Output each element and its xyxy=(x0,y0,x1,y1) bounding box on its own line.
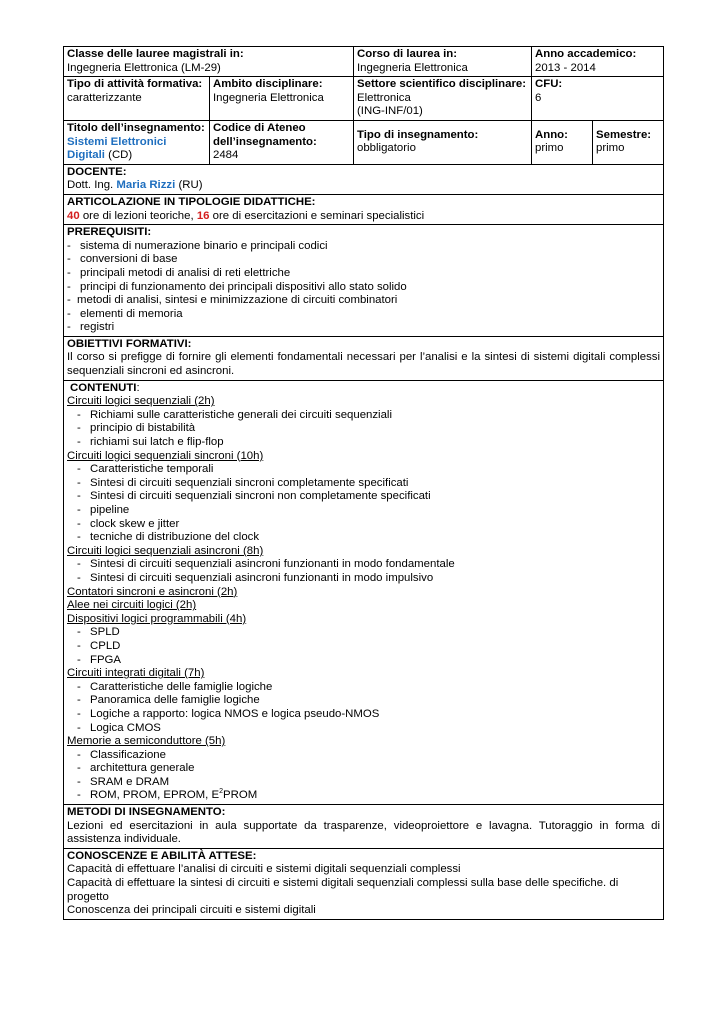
codice-cell xyxy=(210,120,354,164)
docente-label: DOCENTE: xyxy=(67,165,127,178)
header-row-3 xyxy=(64,120,664,164)
semestre-value: primo xyxy=(596,142,625,155)
cfu-value: 6 xyxy=(535,91,542,104)
metodi-label: METODI DI INSEGNAMENTO: xyxy=(67,806,226,819)
corso-value: Ingegneria Elettronica xyxy=(357,61,468,74)
list-item: - Caratteristiche delle famiglie logiche xyxy=(77,680,273,693)
section-list xyxy=(67,558,660,585)
section-list xyxy=(67,409,660,450)
course-sheet xyxy=(63,46,663,920)
list-item: - Logiche a rapporto: logica NMOS e logica pseudo-NMOS xyxy=(77,707,380,720)
conoscenze-line: Capacità di effettuare l’analisi di circuiti e sistemi digitali sequenziali complessi xyxy=(67,863,461,876)
section-title: Circuiti logici sequenziali sincroni (10h) xyxy=(67,449,264,462)
codice-value: 2484 xyxy=(213,149,239,162)
section-list xyxy=(67,681,660,735)
tipo-attivita-label: Tipo di attività formativa: xyxy=(67,78,203,91)
obiettivi-row xyxy=(64,336,664,380)
semestre-cell xyxy=(593,120,664,164)
list-item: - architettura generale xyxy=(77,762,195,775)
metodi-row xyxy=(64,805,664,849)
list-item: - Panoramica delle famiglie logiche xyxy=(77,694,260,707)
list-item: - sistema di numerazione binario e principali codici xyxy=(67,239,328,252)
anno-accademico-value: 2013 - 2014 xyxy=(535,61,596,74)
anno-cell xyxy=(532,120,593,164)
header-row-1 xyxy=(64,47,664,77)
section-title: Alee nei circuiti logici (2h) xyxy=(67,599,197,612)
list-item: - SRAM e DRAM xyxy=(77,775,170,788)
list-item: - Caratteristiche temporali xyxy=(77,463,214,476)
docente-cell xyxy=(64,164,664,194)
contenuti-label: CONTENUTI xyxy=(70,381,137,394)
section-title: Circuiti logici sequenziali asincroni (8h) xyxy=(67,544,264,557)
ore-esercitazioni-text: ore di esercitazioni e seminari specialistici xyxy=(212,209,425,222)
list-item: - elementi di memoria xyxy=(67,307,183,320)
list-item: - clock skew e jitter xyxy=(77,517,180,530)
list-item: - Sintesi di circuiti sequenziali sincroni non completamente specificati xyxy=(77,490,431,503)
list-item: - Sintesi di circuiti sequenziali asincroni funzionanti in modo fondamentale xyxy=(77,558,455,571)
list-item: - Logica CMOS xyxy=(77,721,161,734)
articolazione-row xyxy=(64,194,664,224)
obiettivi-cell xyxy=(64,336,664,380)
ambito-label: Ambito disciplinare: xyxy=(213,78,323,91)
classe-value: Ingegneria Elettronica (LM-29) xyxy=(67,61,221,74)
settore-cell xyxy=(354,77,532,121)
titolo-suffix: (CD) xyxy=(108,149,133,162)
titolo-value: Sistemi Elettronici Digitali xyxy=(67,135,167,162)
list-item: - richiami sui latch e flip-flop xyxy=(77,436,224,449)
tipo-insegnamento-label: Tipo di insegnamento: xyxy=(357,128,479,141)
metodi-cell xyxy=(64,805,664,849)
docente-row xyxy=(64,164,664,194)
conoscenze-row xyxy=(64,848,664,919)
list-item: - registri xyxy=(67,321,115,334)
settore-value: (ING-INF/01) xyxy=(357,105,423,118)
corso-label: Corso di laurea in: xyxy=(357,48,458,60)
list-item: - ROM, PROM, EPROM, $E^2PROM$ xyxy=(77,788,258,802)
contenuti-row xyxy=(64,380,664,804)
list-item: - Sintesi di circuiti sequenziali asincroni funzionanti in modo impulsivo xyxy=(77,571,434,584)
metodi-text: Lezioni ed esercitazioni in aula supportate da trasparenze, videoproiettore e lavagna. Tutoraggio in forma di assistenza individuale. xyxy=(67,819,661,846)
classe-cell xyxy=(64,47,354,77)
list-item: - Classificazione xyxy=(77,748,166,761)
ore-teoriche: 40 xyxy=(67,209,80,222)
prerequisiti-row xyxy=(64,225,664,337)
settore-label: Settore scientifico disciplinare: xyxy=(357,78,527,91)
ore-teoriche-text: ore di lezioni teoriche, xyxy=(82,209,194,222)
docente-suffix: (RU) xyxy=(178,179,203,192)
section-title: Memorie a semiconduttore (5h) xyxy=(67,735,226,748)
titolo-label: Titolo dell’insegnamento: xyxy=(67,121,205,134)
anno-label: Anno: xyxy=(535,128,568,141)
semestre-label: Semestre: xyxy=(596,128,652,141)
list-item: - FPGA xyxy=(77,653,122,666)
contenuti-colon: : xyxy=(136,381,140,394)
settore-value-inline: Elettronica xyxy=(357,91,411,104)
anno-accademico-cell xyxy=(532,47,664,77)
prerequisiti-label: PREREQUISITI: xyxy=(67,226,152,239)
conoscenze-line: Conoscenza dei principali circuiti e sistemi digitali xyxy=(67,904,316,917)
list-item: - Sintesi di circuiti sequenziali sincroni completamente specificati xyxy=(77,476,409,489)
contenuti-cell xyxy=(64,380,664,804)
conoscenze-cell xyxy=(64,848,664,919)
cfu-label: CFU: xyxy=(535,78,563,91)
classe-label: Classe delle lauree magistrali in: xyxy=(67,48,244,60)
anno-accademico-label: Anno accademico: xyxy=(535,48,637,60)
codice-label: Codice di Ateneo dell’insegnamento: xyxy=(213,121,317,148)
tipo-insegnamento-cell xyxy=(354,120,532,164)
list-item: - principi di funzionamento dei principali dispositivi allo stato solido xyxy=(67,280,407,293)
section-list xyxy=(67,463,660,545)
ore-esercitazioni: 16 xyxy=(196,209,210,222)
section-title: Circuiti logici sequenziali (2h) xyxy=(67,395,215,408)
course-table xyxy=(63,46,664,920)
list-item: - SPLD xyxy=(77,626,120,639)
articolazione-cell xyxy=(64,194,664,224)
conoscenze-line: Capacità di effettuare la sintesi di circuiti e sistemi digitali sequenziali complessi sulla base delle specifiche. di progetto xyxy=(67,877,619,903)
obiettivi-label: OBIETTIVI FORMATIVI: xyxy=(67,337,192,350)
articolazione-label: ARTICOLAZIONE IN TIPOLOGIE DIDATTICHE: xyxy=(67,195,316,208)
anno-value: primo xyxy=(535,142,564,155)
section-title: Dispositivi logici programmabili (4h) xyxy=(67,612,247,625)
cfu-cell xyxy=(532,77,664,121)
section-title: Circuiti integrati digitali (7h) xyxy=(67,667,205,680)
list-item: - Richiami sulle caratteristiche generali dei circuiti sequenziali xyxy=(77,408,392,421)
list-item: - principio di bistabilità xyxy=(77,422,196,435)
prerequisiti-list xyxy=(67,240,660,335)
ambito-value: Ingegneria Elettronica xyxy=(213,91,324,104)
tipo-attivita-cell xyxy=(64,77,210,121)
list-item: - pipeline xyxy=(77,504,130,516)
docente-prefix: Dott. Ing. xyxy=(67,179,114,192)
obiettivi-text: Il corso si prefigge di fornire gli elementi fondamentali necessari per l’analisi e la sintesi di sistemi digitali complessi sequenziali sincroni ed asincroni. xyxy=(67,351,661,378)
corso-cell xyxy=(354,47,532,77)
conoscenze-label: CONOSCENZE E ABILITÀ ATTESE: xyxy=(67,849,257,862)
list-item: - metodi di analisi, sintesi e minimizzazione di circuiti combinatori xyxy=(67,294,398,307)
prerequisiti-cell xyxy=(64,225,664,337)
tipo-attivita-value: caratterizzante xyxy=(67,91,142,104)
section-list xyxy=(67,749,660,803)
section-list xyxy=(67,626,660,667)
ambito-cell xyxy=(210,77,354,121)
tipo-insegnamento-value: obbligatorio xyxy=(357,142,416,155)
titolo-cell xyxy=(64,120,210,164)
section-title: Contatori sincroni e asincroni (2h) xyxy=(67,585,238,598)
header-row-2 xyxy=(64,77,664,121)
docente-name: Maria Rizzi xyxy=(116,179,176,192)
list-item: - principali metodi di analisi di reti elettriche xyxy=(67,266,291,279)
list-item: - conversioni di base xyxy=(67,253,178,266)
list-item: - tecniche di distribuzione del clock xyxy=(77,531,260,544)
list-item: - CPLD xyxy=(77,639,121,652)
